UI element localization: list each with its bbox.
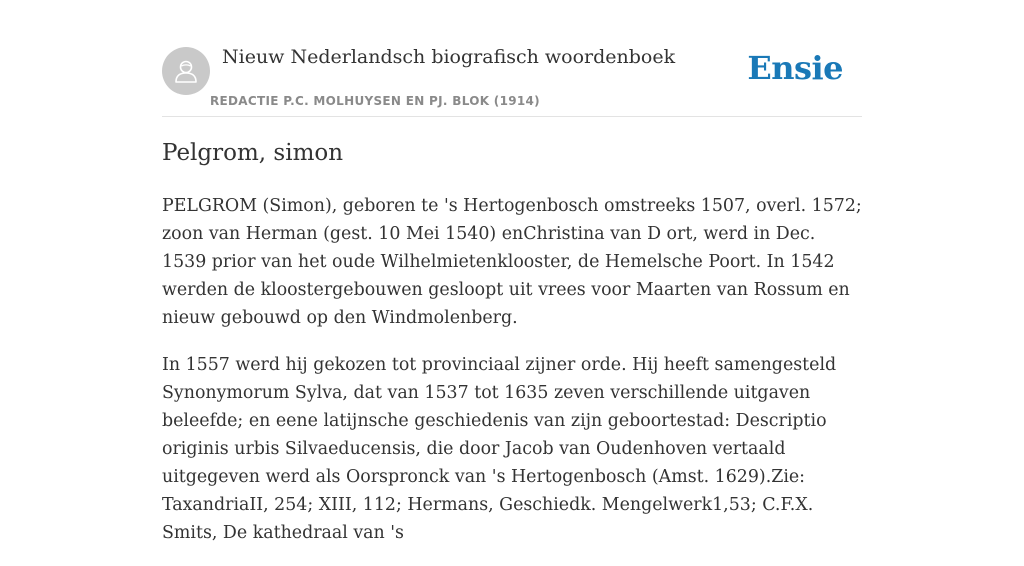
- article-body: [162, 192, 862, 566]
- user-icon: [173, 58, 199, 84]
- article-title: Pelgrom, simon: [162, 140, 344, 166]
- source-editors: REDACTIE P.C. MOLHUYSEN EN PJ. BLOK (1914): [210, 94, 540, 108]
- article-paragraph: In 1557 werd hij gekozen tot provinciaal zijner orde. Hij heeft samengesteld Synonymorum Sylva, dat van 1537 tot 1635 zeven verschillende uitgaven beleefde; en eene latijnsche geschiedenis van zijn geboortestad: Descriptio originis urbis Silvaeducensis, die door Jacob van Oudenhoven vertaald uitgegeven werd als Oorspronck van 's Hertogenbosch (Amst. 1629).Zie: TaxandriaII, 254; XIII, 112; Hermans, Geschiedk. Mengelwerk1,53; C.F.X. Smits, De kathedraal van 's: [162, 355, 837, 543]
- article-paragraph: PELGROM (Simon), geboren te 's Hertogenbosch omstreeks 1507, overl. 1572; zoon van Herman (gest. 10 Mei 1540) enChristina van D ort, werd in Dec. 1539 prior van het oude Wilhelmietenklooster, de Hemelsche Poort. In 1542 werden de kloostergebouwen gesloopt uit vrees voor Maarten van Rossum en nieuw gebouwd op den Windmolenberg.: [162, 196, 862, 328]
- source-header: [162, 0, 862, 117]
- source-avatar[interactable]: [162, 47, 210, 95]
- ensie-logo[interactable]: Ensie: [747, 49, 843, 87]
- source-title[interactable]: Nieuw Nederlandsch biografisch woordenboek: [222, 46, 676, 68]
- page: [162, 0, 862, 543]
